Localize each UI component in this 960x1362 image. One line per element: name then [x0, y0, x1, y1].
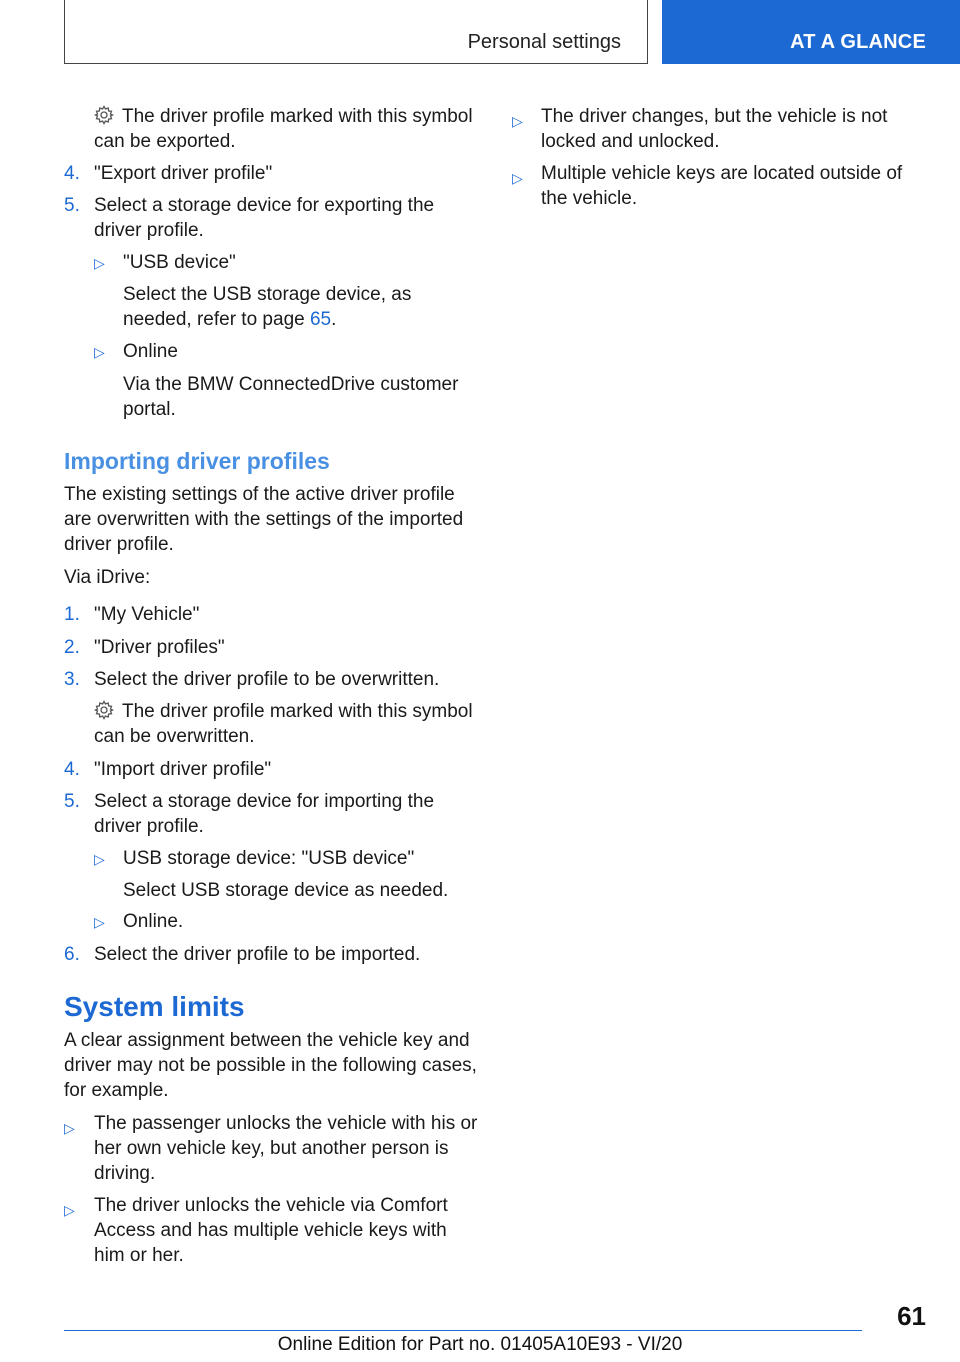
step-text: "My Vehicle"	[94, 604, 200, 625]
step-number: 5.	[64, 791, 80, 812]
bullet-triangle-icon: ▷	[94, 344, 105, 360]
gear-icon	[94, 105, 114, 125]
export-symbol-note	[94, 104, 494, 154]
chapter-tab[interactable]	[662, 0, 960, 64]
option-label: Online.	[123, 911, 184, 932]
page-reference-link[interactable]: 65	[309, 309, 332, 330]
page-number: 61	[897, 1301, 926, 1331]
step-number: 2.	[64, 637, 80, 658]
step-text: Select a storage device for importing the driver profile.	[94, 791, 435, 837]
step-number: 3.	[64, 669, 80, 690]
bullet-triangle-icon: ▷	[512, 113, 523, 129]
step-text: Select a storage device for exporting the driver profile.	[94, 195, 435, 241]
section-title: Personal settings	[467, 31, 621, 53]
option-label: USB storage device: "USB device"	[123, 848, 415, 869]
limit-item: The passenger unlocks the vehicle with his or her own vehicle key, but another person is driving.	[94, 1113, 478, 1184]
option-label: Online	[123, 341, 178, 362]
bullet-triangle-icon: ▷	[94, 851, 105, 867]
section-heading-limits: System limits	[64, 991, 245, 1022]
import-intro: The existing settings of the active driver profile are overwritten with the settings of the imported driver profile.	[64, 484, 464, 555]
bullet-triangle-icon: ▷	[64, 1202, 75, 1218]
header-frame	[64, 0, 648, 64]
option-label: "USB device"	[123, 252, 236, 273]
import-symbol-note: The driver profile marked with this symbol can be overwritten.	[94, 701, 473, 747]
export-symbol-text-cont: can be exported.	[94, 131, 236, 152]
section-heading-import: Importing driver profiles	[64, 448, 330, 474]
step-text: "Driver profiles"	[94, 637, 225, 658]
step-text: Select the driver profile to be imported.	[94, 944, 421, 965]
limit-item: The driver changes, but the vehicle is not locked and unlocked.	[541, 106, 888, 152]
step-text: Select the driver profile to be overwritten.	[94, 669, 440, 690]
limit-item: The driver unlocks the vehicle via Comfort Access and has multiple vehicle keys with him or her.	[94, 1195, 448, 1266]
bullet-triangle-icon: ▷	[94, 914, 105, 930]
bullet-triangle-icon: ▷	[512, 170, 523, 186]
step-number: 4.	[64, 163, 80, 184]
step-number: 4.	[64, 759, 80, 780]
export-symbol-text: The driver profile marked with this symbol	[122, 106, 473, 127]
option-description: Select USB storage device as needed.	[123, 880, 449, 901]
gear-icon	[94, 700, 114, 720]
option-description: Select the USB storage device, as needed, refer to page 65.	[123, 284, 412, 330]
footer-divider	[64, 1330, 862, 1331]
limit-item: Multiple vehicle keys are located outside of the vehicle.	[541, 163, 903, 209]
limits-intro: A clear assignment between the vehicle key and driver may not be possible in the following cases, for example.	[64, 1030, 477, 1101]
edition-footer: Online Edition for Part no. 01405A10E93 - VI/20	[277, 1334, 683, 1355]
step-number: 5.	[64, 195, 80, 216]
step-number: 1.	[64, 604, 80, 625]
bullet-triangle-icon: ▷	[94, 255, 105, 271]
option-description: Via the BMW ConnectedDrive customer portal.	[123, 374, 459, 420]
step-text: "Import driver profile"	[94, 759, 272, 780]
chapter-tab-label: AT A GLANCE	[790, 31, 926, 53]
via-idrive: Via iDrive:	[64, 567, 151, 588]
step-text: "Export driver profile"	[94, 163, 273, 184]
bullet-triangle-icon: ▷	[64, 1120, 75, 1136]
step-number: 6.	[64, 944, 80, 965]
